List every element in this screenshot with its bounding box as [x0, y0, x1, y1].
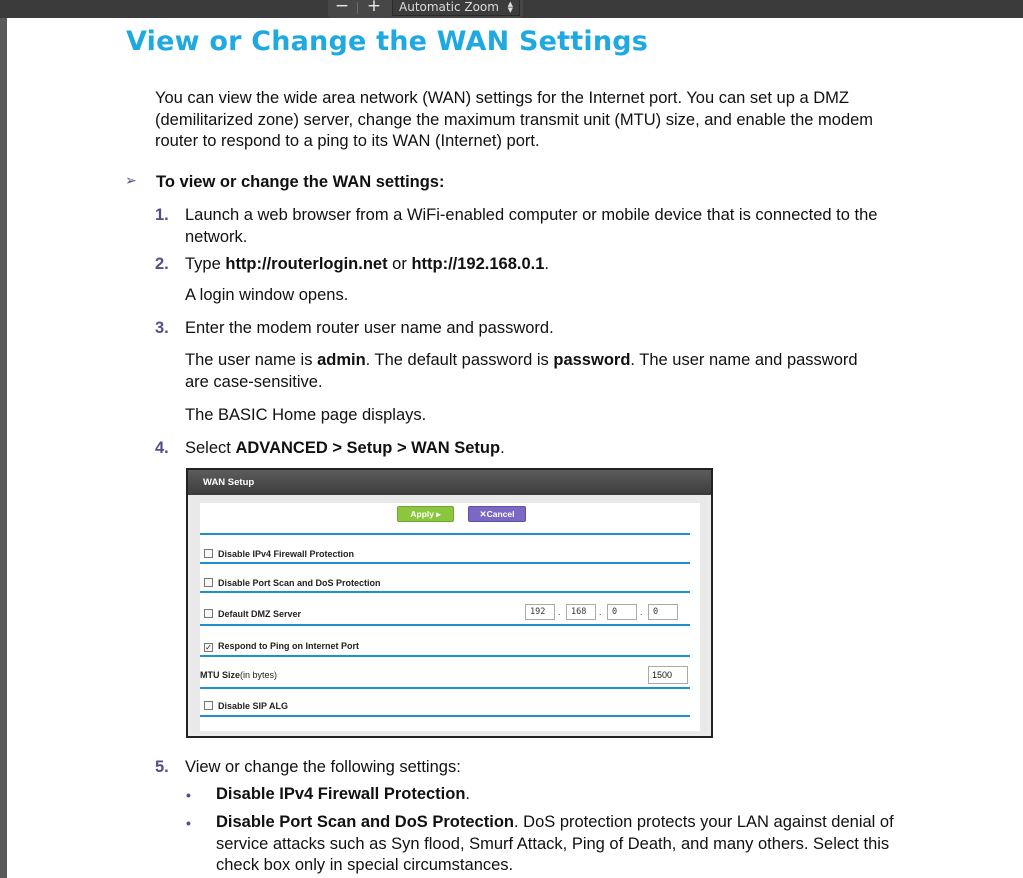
respond-ping-row[interactable]: ✓ Respond to Ping on Internet Port — [205, 641, 359, 652]
step-note: A login window opens. — [185, 286, 349, 304]
zoom-out-button[interactable]: − — [334, 0, 350, 16]
dmz-ip-octet-4[interactable]: 0 — [648, 604, 678, 620]
wan-setup-screenshot — [186, 468, 713, 738]
bullet-text: Disable Port Scan and DoS Protection. DoS protection protects your LAN against denial of service attacks such as Syn flood, Smurf Attack, Ping of Death, and many others. Select this check box only in special circumstances. — [216, 813, 894, 874]
step-text: Launch a web browser from a WiFi-enabled computer or mobile device that is connected to the network. — [185, 206, 878, 246]
intro-paragraph: You can view the wide area network (WAN) settings for the Internet port. You can set up a DMZ (demilitarized zone) server, change the maximum transmit unit (MTU) size, and enable the modem router to respond to a ping to its WAN (Internet) port. — [155, 89, 874, 150]
bullet-text: Disable IPv4 Firewall Protection. — [216, 785, 471, 803]
step-note: The user name is admin. The default password is password. The user name and password are case-sensitive. — [185, 351, 858, 391]
wan-setup-header: WAN Setup — [188, 470, 711, 495]
dmz-ip-octet-1[interactable]: 192 — [525, 604, 555, 620]
dmz-ip-octet-2[interactable]: 168 — [566, 604, 596, 620]
wan-setup-panel — [200, 503, 700, 731]
step-number: 5. — [155, 758, 169, 776]
divider — [200, 624, 690, 626]
disable-sip-alg-row[interactable]: Disable SIP ALG — [204, 701, 288, 711]
step-text: Enter the modem router user name and password. — [185, 319, 554, 337]
step-number: 3. — [155, 319, 169, 337]
url-ip: http://192.168.0.1 — [411, 255, 545, 273]
ip-dot: . — [640, 607, 643, 617]
menu-path: ADVANCED > Setup > WAN Setup — [235, 439, 501, 457]
divider — [200, 655, 690, 657]
bullet-icon: • — [186, 815, 191, 831]
checkbox-icon[interactable] — [204, 549, 213, 558]
step-text: Select ADVANCED > Setup > WAN Setup. — [185, 439, 505, 457]
page-title: View or Change the WAN Settings — [126, 26, 649, 57]
bullet-icon: • — [186, 787, 191, 803]
zoom-select-label: Automatic Zoom — [399, 0, 499, 14]
ip-dot: . — [558, 607, 561, 617]
checkbox-icon[interactable] — [204, 701, 213, 710]
step-note: The BASIC Home page displays. — [185, 406, 427, 424]
dmz-ip-octet-3[interactable]: 0 — [607, 604, 637, 620]
checkbox-checked-icon[interactable]: ✓ — [205, 643, 212, 652]
toolbar-separator — [357, 2, 358, 14]
cancel-button[interactable]: ✕Cancel — [468, 506, 526, 522]
zoom-in-button[interactable]: + — [366, 0, 382, 16]
checkbox-icon[interactable] — [204, 578, 213, 587]
apply-button[interactable]: Apply ▸ — [397, 506, 454, 522]
zoom-select[interactable] — [392, 0, 520, 16]
ip-dot: . — [599, 607, 602, 617]
divider — [200, 533, 690, 535]
divider — [200, 562, 690, 564]
default-dmz-row[interactable]: Default DMZ Server — [204, 609, 301, 619]
select-arrows-icon: ▲ ▼ — [507, 0, 513, 14]
dmz-ip-inputs — [200, 604, 700, 622]
document-page — [7, 18, 1023, 878]
step-text: View or change the following settings: — [185, 758, 461, 776]
wan-setup-body — [191, 495, 708, 734]
mtu-size-label: MTU Size(in bytes) — [200, 670, 278, 680]
procedure-title: To view or change the WAN settings: — [156, 173, 445, 191]
disable-port-scan-row[interactable]: Disable Port Scan and DoS Protection — [204, 578, 381, 588]
procedure-arrow-icon: ➢ — [125, 173, 137, 189]
divider — [200, 687, 690, 689]
disable-ipv4-firewall-row[interactable]: Disable IPv4 Firewall Protection — [204, 549, 354, 559]
step-text: Type http://routerlogin.net or http://192.168.0.1. — [185, 255, 550, 273]
step-number: 4. — [155, 439, 169, 457]
url-routerlogin: http://routerlogin.net — [225, 255, 388, 273]
step-number: 1. — [155, 206, 169, 224]
mtu-size-input[interactable]: 1500 — [648, 666, 688, 684]
divider — [200, 591, 690, 593]
pdf-viewer-toolbar — [0, 0, 1023, 18]
divider — [200, 715, 690, 717]
step-number: 2. — [155, 255, 169, 273]
